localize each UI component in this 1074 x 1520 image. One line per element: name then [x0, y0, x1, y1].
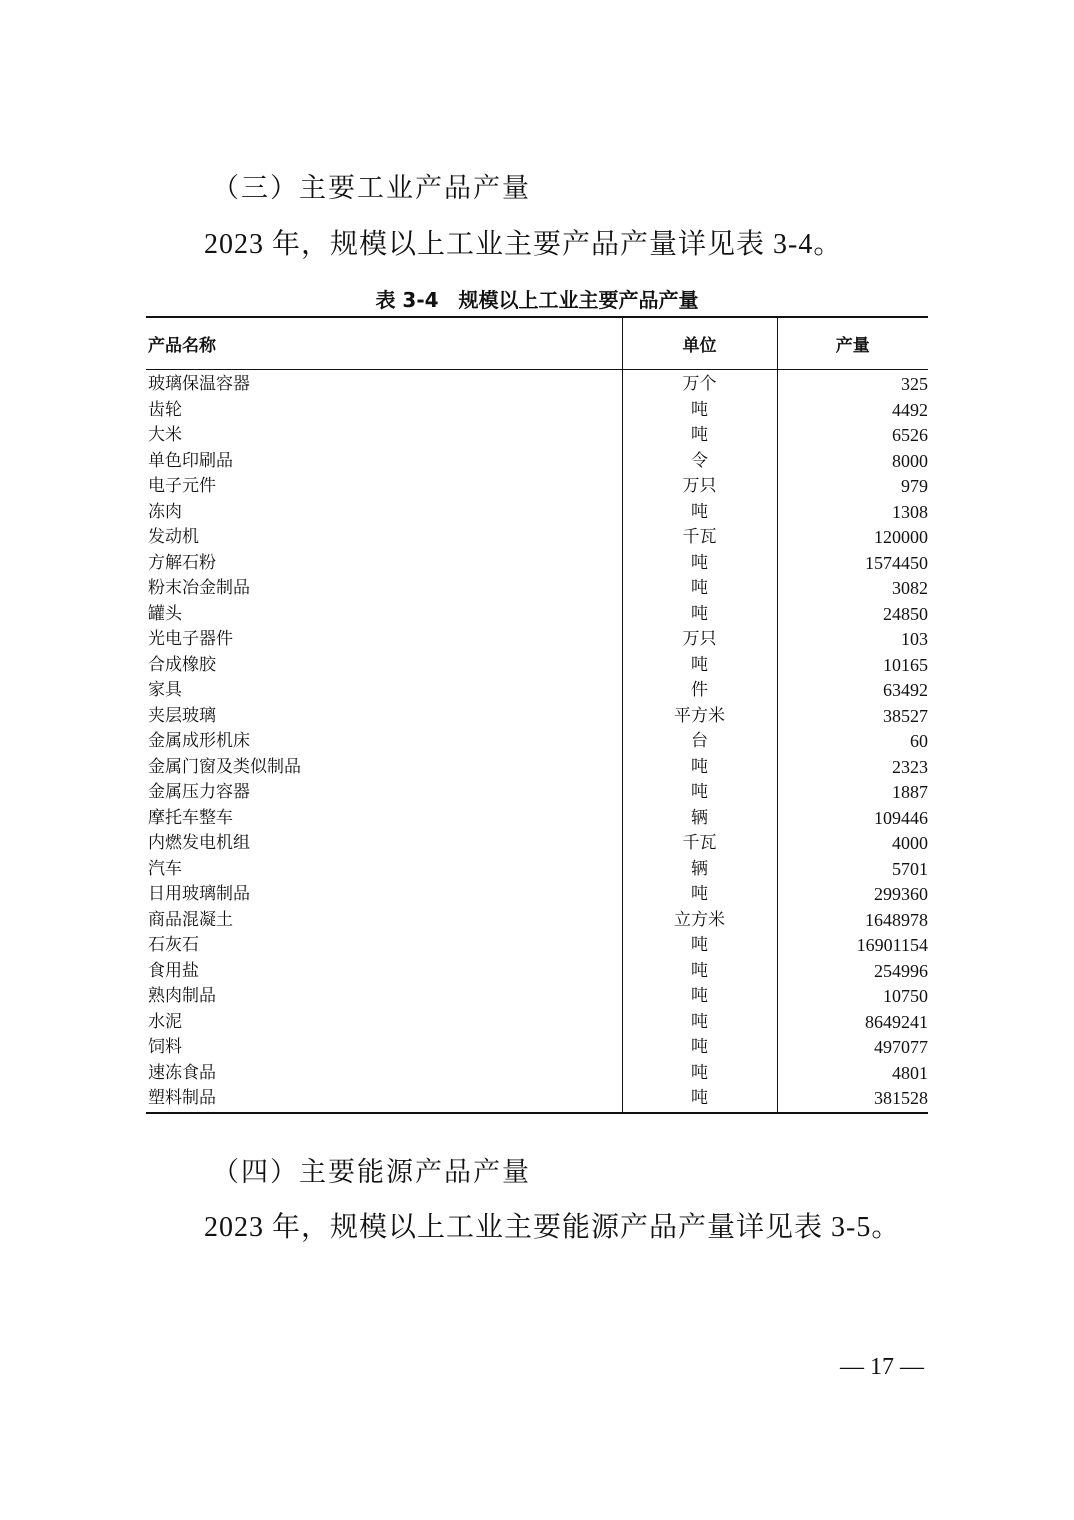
cell-output: 1308: [777, 500, 928, 526]
cell-output: 299360: [777, 882, 928, 908]
cell-output: 8649241: [777, 1010, 928, 1036]
table-row: [146, 398, 928, 424]
table-row: [146, 627, 928, 653]
cell-unit: 令: [622, 449, 777, 475]
cell-output: 4492: [777, 398, 928, 424]
table-row: [146, 729, 928, 755]
cell-product-name: 石灰石: [148, 935, 199, 955]
cell-product-name: 冻肉: [148, 501, 182, 522]
cell-output: 8000: [777, 449, 928, 475]
table-row: [146, 959, 928, 985]
table-row: [146, 831, 928, 857]
cell-product-name: 发动机: [148, 527, 199, 547]
cell-product-name: 速冻食品: [148, 1062, 216, 1083]
table-row: [146, 653, 928, 679]
cell-unit: 平方米: [622, 704, 777, 730]
cell-product-name: 方解石粉: [148, 552, 216, 573]
table-row: [146, 1035, 928, 1061]
header-unit: 单位: [622, 317, 777, 370]
table-row: [146, 500, 928, 526]
table-row: [146, 449, 928, 475]
table-row: [146, 908, 928, 934]
cell-product-name: 合成橡胶: [148, 654, 216, 675]
cell-unit: 吨: [622, 1086, 777, 1113]
cell-product-name: 单色印刷品: [148, 450, 233, 471]
cell-unit: 吨: [622, 398, 777, 424]
cell-unit: 台: [622, 729, 777, 755]
header-product-name: 产品名称: [148, 336, 216, 356]
cell-output: 120000: [777, 525, 928, 551]
cell-output: 1574450: [777, 551, 928, 577]
cell-product-name: 金属成形机床: [148, 731, 250, 751]
table-row: [146, 984, 928, 1010]
cell-product-name: 金属压力容器: [148, 782, 250, 802]
cell-output: 63492: [777, 678, 928, 704]
table-row: [146, 576, 928, 602]
table-row: [146, 1086, 928, 1113]
cell-output: 4000: [777, 831, 928, 857]
cell-output: 4801: [777, 1061, 928, 1087]
cell-product-name: 玻璃保温容器: [148, 374, 250, 394]
cell-product-name: 光电子器件: [148, 629, 233, 649]
cell-output: 1648978: [777, 908, 928, 934]
cell-unit: 万只: [622, 474, 777, 500]
cell-product-name: 内燃发电机组: [148, 833, 250, 853]
cell-unit: 吨: [622, 551, 777, 577]
cell-unit: 万只: [622, 627, 777, 653]
cell-unit: 吨: [622, 755, 777, 781]
cell-unit: 吨: [622, 653, 777, 679]
cell-product-name: 齿轮: [148, 399, 182, 420]
cell-output: 16901154: [777, 933, 928, 959]
table-row: [146, 1061, 928, 1087]
cell-product-name: 夹层玻璃: [148, 705, 216, 726]
cell-unit: 吨: [622, 1035, 777, 1061]
table-row: [146, 370, 928, 398]
cell-unit: 辆: [622, 806, 777, 832]
cell-output: 60: [777, 729, 928, 755]
cell-unit: 吨: [622, 500, 777, 526]
cell-unit: 件: [622, 678, 777, 704]
cell-output: 10165: [777, 653, 928, 679]
cell-unit: 吨: [622, 602, 777, 628]
cell-output: 381528: [777, 1086, 928, 1113]
table-row: [146, 678, 928, 704]
table-header-row: [146, 317, 928, 370]
table-row: [146, 755, 928, 781]
table-row: [146, 1010, 928, 1036]
cell-product-name: 粉末冶金制品: [148, 578, 250, 598]
table-body: [146, 370, 928, 1113]
cell-output: 109446: [777, 806, 928, 832]
table-row: [146, 806, 928, 832]
cell-unit: 万个: [622, 370, 777, 398]
cell-product-name: 水泥: [148, 1011, 182, 1032]
cell-product-name: 家具: [148, 680, 182, 700]
cell-unit: 立方米: [622, 908, 777, 934]
table-row: [146, 525, 928, 551]
section-4-paragraph: 2023 年，规模以上工业主要能源产品产量详见表 3-5。: [204, 1212, 901, 1243]
cell-product-name: 日用玻璃制品: [148, 884, 250, 904]
table-row: [146, 882, 928, 908]
cell-output: 1887: [777, 780, 928, 806]
section-3-paragraph: 2023 年，规模以上工业主要产品产量详见表 3-4。: [204, 229, 843, 260]
cell-product-name: 熟肉制品: [148, 986, 216, 1006]
cell-unit: 吨: [622, 882, 777, 908]
cell-output: 6526: [777, 423, 928, 449]
cell-product-name: 商品混凝土: [148, 909, 233, 930]
section-heading-4: （四）主要能源产品产量: [212, 1157, 531, 1188]
page-number: — 17 —: [840, 1354, 924, 1380]
cell-output: 254996: [777, 959, 928, 985]
cell-output: 497077: [777, 1035, 928, 1061]
cell-unit: 吨: [622, 780, 777, 806]
product-output-table: [146, 316, 928, 1114]
cell-unit: 吨: [622, 933, 777, 959]
cell-unit: 千瓦: [622, 831, 777, 857]
cell-output: 10750: [777, 984, 928, 1010]
table-row: [146, 474, 928, 500]
cell-product-name: 汽车: [148, 858, 182, 879]
table-row: [146, 704, 928, 730]
cell-unit: 吨: [622, 959, 777, 985]
cell-product-name: 金属门窗及类似制品: [148, 756, 301, 777]
cell-output: 24850: [777, 602, 928, 628]
cell-output: 2323: [777, 755, 928, 781]
cell-output: 325: [777, 370, 928, 398]
cell-product-name: 大米: [148, 425, 182, 445]
cell-unit: 辆: [622, 857, 777, 883]
table-row: [146, 857, 928, 883]
cell-output: 103: [777, 627, 928, 653]
cell-product-name: 塑料制品: [148, 1088, 216, 1108]
cell-output: 38527: [777, 704, 928, 730]
header-output: 产量: [777, 317, 928, 370]
product-output-table-container: [146, 316, 928, 1114]
cell-unit: 千瓦: [622, 525, 777, 551]
cell-unit: 吨: [622, 423, 777, 449]
cell-unit: 吨: [622, 984, 777, 1010]
cell-output: 5701: [777, 857, 928, 883]
cell-product-name: 罐头: [148, 603, 182, 624]
cell-output: 3082: [777, 576, 928, 602]
cell-unit: 吨: [622, 576, 777, 602]
table-row: [146, 551, 928, 577]
cell-unit: 吨: [622, 1010, 777, 1036]
table-caption: 表 3-4 规模以上工业主要产品产量: [375, 288, 699, 312]
cell-product-name: 饲料: [148, 1037, 182, 1057]
cell-unit: 吨: [622, 1061, 777, 1087]
table-row: [146, 780, 928, 806]
cell-product-name: 电子元件: [148, 476, 216, 496]
table-row: [146, 602, 928, 628]
cell-product-name: 食用盐: [148, 960, 199, 981]
cell-product-name: 摩托车整车: [148, 807, 233, 828]
cell-output: 979: [777, 474, 928, 500]
table-row: [146, 423, 928, 449]
section-heading-3: （三）主要工业产品产量: [212, 173, 531, 204]
table-row: [146, 933, 928, 959]
